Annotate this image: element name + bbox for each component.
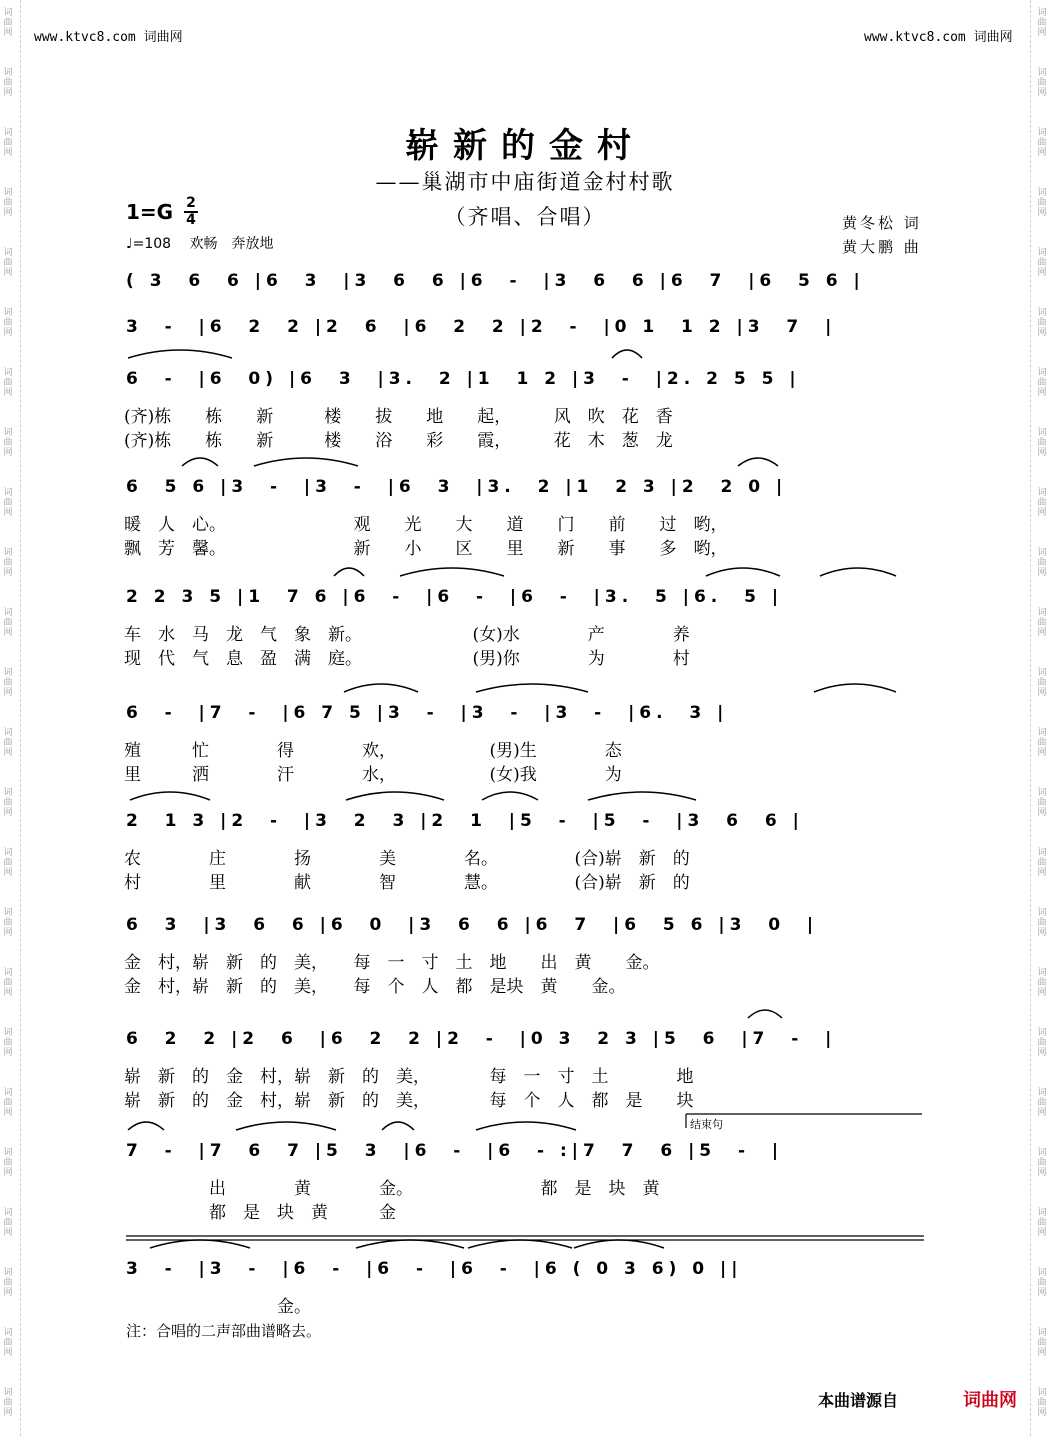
- notation-row: [126, 474, 926, 514]
- lyric-line-1: [124, 510, 924, 535]
- slur-mark: [468, 1240, 572, 1248]
- watermark-text: 词 曲 网: [1037, 368, 1047, 398]
- slur-mark: [588, 792, 696, 800]
- lyric-text: 殖 忙 得 欢， (男)生 态: [124, 741, 622, 761]
- slur-mark: [476, 684, 588, 692]
- watermark-text: 词 曲 网: [1037, 248, 1047, 278]
- slur-mark: [400, 568, 504, 576]
- slur-mark: [814, 684, 896, 692]
- time-signature: [184, 196, 198, 228]
- watermark-text: 词 曲 网: [1037, 428, 1047, 458]
- time-signature-bottom: 4: [184, 211, 198, 228]
- watermark-text: 词 曲 网: [1037, 1328, 1047, 1358]
- lyric-line-1: [124, 1062, 924, 1087]
- lyric-text: (齐)栋 栋 新 楼 拔 地 起， 风 吹 花 香: [124, 407, 673, 427]
- slur-mark: [706, 568, 780, 576]
- slur-mark: [476, 1122, 576, 1130]
- watermark-text: 词 曲 网: [1037, 1388, 1047, 1418]
- watermark-text: 词 曲 网: [3, 1388, 13, 1418]
- lyric-line-1: [124, 1292, 924, 1317]
- lyric-text: 农 庄 扬 美 名。 (合)崭 新 的: [124, 849, 690, 869]
- lyric-text: 都 是 块 黄 金: [124, 1203, 396, 1223]
- lyric-text: 金 村，崭 新 的 美， 每 一 寸 土 地 出 黄 金。: [124, 953, 660, 973]
- watermark-text: 词 曲 网: [3, 308, 13, 338]
- tempo-description: 欢畅 奔放地: [189, 236, 274, 252]
- watermark-text: 词 曲 网: [3, 128, 13, 158]
- slur-mark: [344, 684, 418, 692]
- watermark-text: 词 曲 网: [1037, 68, 1047, 98]
- watermark-text: 词 曲 网: [3, 68, 13, 98]
- lyric-text: 金。: [124, 1297, 311, 1317]
- slur-mark: [128, 1122, 164, 1130]
- slur-mark: [574, 1240, 664, 1248]
- notation-row: [126, 268, 926, 308]
- watermark-text: 词 曲 网: [3, 668, 13, 698]
- watermark-text: 词 曲 网: [1037, 908, 1047, 938]
- notation-text: 6 2 2 |2 6 |6 2 2 |2 - |0 3 2 3 |5 6 |7 - |: [126, 1029, 837, 1049]
- notation-row: [126, 584, 926, 624]
- watermark-text: 词 曲 网: [3, 1148, 13, 1178]
- lyric-line-2: [124, 644, 924, 669]
- slur-mark: [738, 458, 778, 466]
- watermark-text: 词 曲 网: [1037, 1148, 1047, 1178]
- site-url-left[interactable]: www.ktvc8.com 词曲网: [34, 30, 183, 45]
- notation-row: [126, 912, 926, 952]
- watermark-text: 词 曲 网: [3, 8, 13, 38]
- watermark-text: 词 曲 网: [1037, 308, 1047, 338]
- lyric-text: 金 村，崭 新 的 美， 每 个 人 都 是块 黄 金。: [124, 977, 626, 997]
- notation-text: 2 1 3 |2 - |3 2 3 |2 1 |5 - |5 - |3 6 6 |: [126, 811, 804, 831]
- watermark-text: 词 曲 网: [1037, 848, 1047, 878]
- watermark-text: 词 曲 网: [1037, 608, 1047, 638]
- lyric-text: (齐)栋 栋 新 楼 浴 彩 霞， 花 木 葱 龙: [124, 431, 673, 451]
- time-signature-top: 2: [186, 195, 196, 211]
- watermark-text: 词 曲 网: [3, 608, 13, 638]
- slur-mark: [236, 1122, 336, 1130]
- slur-mark: [334, 568, 364, 576]
- watermark-text: 词 曲 网: [3, 1208, 13, 1238]
- notation-text: 3 - |6 2 2 |2 6 |6 2 2 |2 - |0 1 1 2 |3 7 |: [126, 317, 837, 337]
- watermark-text: 词 曲 网: [3, 1328, 13, 1358]
- watermark-text: 词 曲 网: [3, 188, 13, 218]
- tempo-marking: [126, 233, 274, 253]
- lyric-text: 暖 人 心。 观 光 大 道 门 前 过 哟，: [124, 515, 728, 535]
- lyric-text: 崭 新 的 金 村，崭 新 的 美， 每 个 人 都 是 块: [124, 1091, 694, 1111]
- slur-mark: [356, 1240, 464, 1248]
- lyric-line-2: [124, 534, 924, 559]
- notation-row: [126, 1256, 926, 1296]
- slur-mark: [182, 458, 218, 466]
- watermark-text: 词 曲 网: [3, 248, 13, 278]
- tempo-value: ♩=108: [126, 236, 172, 252]
- song-subtitle: ——巢湖市中庙街道金村村歌: [375, 170, 675, 194]
- watermark-text: 词 曲 网: [1037, 728, 1047, 758]
- notation-row: [126, 808, 926, 848]
- watermark-text: 词 曲 网: [1037, 968, 1047, 998]
- watermark-text: 词 曲 网: [3, 1088, 13, 1118]
- performance-mode: （齐唱、合唱）: [444, 205, 606, 229]
- lyric-line-2: [124, 760, 924, 785]
- watermark-text: 词 曲 网: [1037, 1208, 1047, 1238]
- notation-text: ( 3 6 6 |6 3 |3 6 6 |6 - |3 6 6 |6 7 |6 5 6 |: [126, 271, 865, 291]
- slur-mark: [254, 458, 358, 466]
- watermark-text: 词 曲 网: [1037, 8, 1047, 38]
- lyric-line-1: [124, 736, 924, 761]
- lyric-line-2: [124, 972, 924, 997]
- notation-row: [126, 366, 926, 406]
- lyric-line-2: [124, 1198, 924, 1223]
- lyric-line-1: [124, 1174, 924, 1199]
- slur-mark: [482, 792, 538, 800]
- lyric-text: 村 里 献 智 慧。 (合)崭 新 的: [124, 873, 690, 893]
- watermark-text: 词 曲 网: [3, 1028, 13, 1058]
- lyric-text: 崭 新 的 金 村，崭 新 的 美， 每 一 寸 土 地: [124, 1067, 694, 1087]
- watermark-text: 词 曲 网: [1037, 488, 1047, 518]
- slur-mark: [150, 1240, 250, 1248]
- notation-text: 6 3 |3 6 6 |6 0 |3 6 6 |6 7 |6 5 6 |3 0 |: [126, 915, 819, 935]
- footer-brand[interactable]: 词曲网: [963, 1390, 1017, 1411]
- notation-text: 6 - |7 - |6 7 5 |3 - |3 - |3 - |6. 3 |: [126, 703, 729, 723]
- lyric-text: 现 代 气 息 盈 满 庭。 (男)你 为 村: [124, 649, 690, 669]
- watermark-text: 词 曲 网: [1037, 1088, 1047, 1118]
- footnote: 注：合唱的二声部曲谱略去。: [126, 1322, 322, 1340]
- composer-credit: 黄大鹏 曲: [842, 238, 922, 256]
- notation-row: [126, 1138, 926, 1178]
- ending-phrase-label: 结束句: [690, 1118, 723, 1131]
- watermark-text: 词 曲 网: [1037, 128, 1047, 158]
- slur-mark: [130, 792, 210, 800]
- slur-mark: [382, 1122, 414, 1130]
- watermark-text: 词 曲 网: [1037, 788, 1047, 818]
- notation-text: 6 - |6 0) |6 3 |3. 2 |1 1 2 |3 - |2. 2 5 5 |: [126, 369, 801, 389]
- site-url-right[interactable]: www.ktvc8.com 词曲网: [864, 30, 1013, 45]
- footer-source-text: 本曲谱源自: [818, 1391, 899, 1410]
- watermark-text: 词 曲 网: [3, 368, 13, 398]
- lyric-line-2: [124, 426, 924, 451]
- watermark-text: 词 曲 网: [3, 848, 13, 878]
- lyric-text: 飘 芳 馨。 新 小 区 里 新 事 多 哟，: [124, 539, 728, 559]
- watermark-text: 词 曲 网: [3, 968, 13, 998]
- slur-mark: [346, 792, 444, 800]
- song-title: 崭新的金村: [405, 126, 645, 166]
- notation-text: 7 - |7 6 7 |5 3 |6 - |6 - :|7 7 6 |5 - |: [126, 1141, 784, 1161]
- lyric-line-2: [124, 1086, 924, 1111]
- notation-text: 3 - |3 - |6 - |6 - |6 - |6 ( 0 3 6) 0 ||: [126, 1259, 743, 1279]
- lyric-line-1: [124, 948, 924, 973]
- lyric-line-1: [124, 844, 924, 869]
- watermark-text: 词 曲 网: [1037, 188, 1047, 218]
- lyric-line-2: [124, 868, 924, 893]
- watermark-text: 词 曲 网: [3, 428, 13, 458]
- watermark-text: 词 曲 网: [1037, 1028, 1047, 1058]
- lyric-line-1: [124, 620, 924, 645]
- lyric-text: 出 黄 金。 都 是 块 黄: [124, 1179, 660, 1199]
- watermark-text: 词 曲 网: [1037, 1268, 1047, 1298]
- watermark-text: 词 曲 网: [3, 488, 13, 518]
- lyric-text: 里 洒 汗 水， (女)我 为: [124, 765, 622, 785]
- notation-text: 2 2 3 5 |1 7 6 |6 - |6 - |6 - |3. 5 |6. 5 |: [126, 587, 784, 607]
- watermark-text: 词 曲 网: [3, 1268, 13, 1298]
- notation-text: 6 5 6 |3 - |3 - |6 3 |3. 2 |1 2 3 |2 2 0 |: [126, 477, 788, 497]
- notation-row: [126, 700, 926, 740]
- watermark-text: 词 曲 网: [3, 728, 13, 758]
- lyric-line-1: [124, 402, 924, 427]
- lyric-text: 车 水 马 龙 气 象 新。 (女)水 产 养: [124, 625, 690, 645]
- notation-row: [126, 1026, 926, 1066]
- lyricist-credit: 黄冬松 词: [842, 214, 922, 232]
- watermark-text: 词 曲 网: [1037, 548, 1047, 578]
- watermark-text: 词 曲 网: [3, 548, 13, 578]
- key-signature: 1=G: [126, 200, 174, 224]
- notation-row: [126, 314, 926, 354]
- watermark-text: 词 曲 网: [3, 908, 13, 938]
- slur-mark: [820, 568, 896, 576]
- slur-mark: [748, 1010, 782, 1018]
- watermark-text: 词 曲 网: [3, 788, 13, 818]
- watermark-text: 词 曲 网: [1037, 668, 1047, 698]
